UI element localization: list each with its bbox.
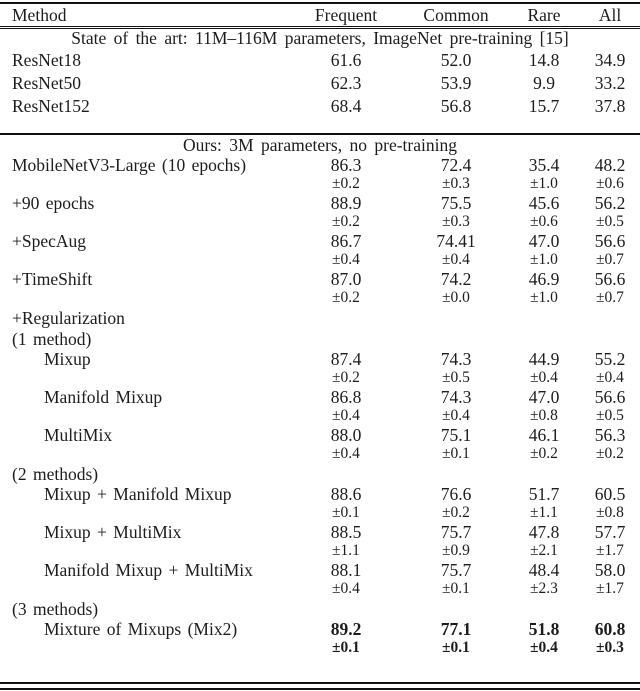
- pm-common: ±0.3: [442, 213, 470, 230]
- method-label: MultiMix: [44, 424, 113, 445]
- section-heading: Ours: 3M parameters, no pre-training: [183, 134, 457, 155]
- uncertainty-row: [0, 504, 640, 523]
- uncertainty-row: [0, 175, 640, 194]
- value-all: 55.2: [594, 348, 626, 369]
- pm-all: ±0.4: [596, 369, 624, 386]
- pm-frequent: ±0.4: [332, 445, 360, 462]
- value-all: 58.0: [594, 559, 626, 580]
- pm-rare: ±0.2: [530, 445, 558, 462]
- value-rare: 47.8: [528, 521, 560, 542]
- value-rare: 46.9: [528, 268, 560, 289]
- table-row: [0, 232, 640, 251]
- value-all: 56.3: [594, 424, 626, 445]
- table-row: [0, 49, 640, 72]
- pm-rare: ±1.0: [530, 175, 558, 192]
- table-row: [0, 523, 640, 542]
- pm-frequent: ±0.2: [332, 369, 360, 386]
- value-rare: 15.7: [528, 95, 560, 116]
- pm-frequent: ±0.2: [332, 213, 360, 230]
- value-common: 74.41: [436, 230, 476, 251]
- table-row: [0, 561, 640, 580]
- uncertainty-row: [0, 369, 640, 388]
- value-rare: 47.0: [528, 386, 560, 407]
- value-frequent: 88.6: [330, 483, 362, 504]
- value-common: 75.7: [440, 521, 472, 542]
- value-frequent: 88.0: [330, 424, 362, 445]
- value-common: 53.9: [440, 72, 472, 93]
- value-common: 74.3: [440, 348, 472, 369]
- pm-all: ±1.7: [596, 542, 624, 559]
- value-common: 75.5: [440, 192, 472, 213]
- pm-common: ±0.2: [442, 504, 470, 521]
- method-label: +90 epochs: [12, 192, 95, 213]
- uncertainty-row: [0, 213, 640, 232]
- pm-rare: ±1.0: [530, 251, 558, 268]
- value-rare: 9.9: [533, 72, 555, 93]
- table-row: [0, 72, 640, 95]
- method-label: (1 method): [12, 328, 92, 349]
- method-label: ResNet18: [12, 49, 82, 70]
- value-frequent: 89.2: [330, 618, 362, 639]
- method-label: Manifold Mixup: [44, 386, 163, 407]
- pm-frequent: ±1.1: [332, 542, 360, 559]
- pm-rare: ±2.3: [530, 580, 558, 597]
- pm-frequent: ±0.1: [332, 504, 360, 521]
- pm-rare: ±0.8: [530, 407, 558, 424]
- value-all: 56.6: [594, 230, 626, 251]
- method-label: Mixup + Manifold Mixup: [44, 483, 232, 504]
- table-row: [0, 194, 640, 213]
- pm-all: ±0.5: [596, 213, 624, 230]
- method-label: +Regularization: [12, 307, 125, 328]
- table-row: [0, 426, 640, 445]
- pm-frequent: ±0.4: [332, 407, 360, 424]
- method-label: (2 methods): [12, 463, 99, 484]
- value-all: 56.6: [594, 268, 626, 289]
- method-label: MobileNetV3-Large (10 epochs): [12, 154, 247, 175]
- method-label: ResNet50: [12, 72, 82, 93]
- value-common: 52.0: [440, 49, 472, 70]
- uncertainty-row: [0, 407, 640, 426]
- pm-frequent: ±0.1: [332, 639, 360, 656]
- pm-rare: ±1.0: [530, 289, 558, 306]
- column-header-frequent: Frequent: [314, 5, 378, 25]
- value-rare: 14.8: [528, 49, 560, 70]
- table-section: [0, 29, 640, 118]
- method-label: Mixture of Mixups (Mix2): [44, 618, 238, 639]
- value-all: 57.7: [594, 521, 626, 542]
- value-rare: 47.0: [528, 230, 560, 251]
- section-heading: State of the art: 11M–116M parameters, ImageNet pre-training [15]: [71, 28, 569, 48]
- value-frequent: 88.9: [330, 192, 362, 213]
- table-section: [0, 135, 640, 658]
- column-header-common: Common: [423, 5, 489, 25]
- value-frequent: 87.0: [330, 268, 362, 289]
- value-all: 37.8: [594, 95, 626, 116]
- column-header-all: All: [598, 5, 622, 25]
- pm-rare: ±0.4: [530, 639, 558, 656]
- pm-rare: ±1.1: [530, 504, 558, 521]
- value-all: 33.2: [594, 72, 626, 93]
- value-frequent: 87.4: [330, 348, 362, 369]
- value-frequent: 88.1: [330, 559, 362, 580]
- value-frequent: 68.4: [330, 95, 362, 116]
- value-frequent: 86.7: [330, 230, 362, 251]
- value-rare: 35.4: [528, 154, 560, 175]
- uncertainty-row: [0, 639, 640, 658]
- table-row: [0, 329, 640, 350]
- value-frequent: 86.8: [330, 386, 362, 407]
- value-common: 76.6: [440, 483, 472, 504]
- pm-common: ±0.4: [442, 251, 470, 268]
- pm-frequent: ±0.2: [332, 175, 360, 192]
- method-label: ResNet152: [12, 95, 90, 116]
- value-all: 56.2: [594, 192, 626, 213]
- uncertainty-row: [0, 251, 640, 270]
- value-all: 60.8: [594, 618, 626, 639]
- value-frequent: 62.3: [330, 72, 362, 93]
- pm-common: ±0.1: [442, 445, 470, 462]
- table-row: [0, 95, 640, 118]
- value-all: 48.2: [594, 154, 626, 175]
- value-rare: 44.9: [528, 348, 560, 369]
- table-row: [0, 270, 640, 289]
- pm-common: ±0.5: [442, 369, 470, 386]
- table-body: [0, 29, 640, 658]
- value-rare: 51.8: [528, 618, 560, 639]
- pm-rare: ±2.1: [530, 542, 558, 559]
- pm-common: ±0.0: [442, 289, 470, 306]
- pm-all: ±1.7: [596, 580, 624, 597]
- pm-common: ±0.1: [442, 639, 470, 656]
- pm-all: ±0.8: [596, 504, 624, 521]
- value-common: 56.8: [440, 95, 472, 116]
- value-common: 72.4: [440, 154, 472, 175]
- table-row: [0, 156, 640, 175]
- pm-all: ±0.2: [596, 445, 624, 462]
- pm-frequent: ±0.2: [332, 289, 360, 306]
- table-bottom-rule: [0, 682, 640, 690]
- method-label: Mixup + MultiMix: [44, 521, 182, 542]
- uncertainty-row: [0, 445, 640, 464]
- value-rare: 45.6: [528, 192, 560, 213]
- pm-frequent: ±0.4: [332, 251, 360, 268]
- pm-rare: ±0.6: [530, 213, 558, 230]
- uncertainty-row: [0, 289, 640, 308]
- column-header-method: Method: [12, 5, 67, 25]
- method-label: Mixup: [44, 348, 91, 369]
- value-common: 74.3: [440, 386, 472, 407]
- table-row: [0, 620, 640, 639]
- table-row: [0, 308, 640, 329]
- pm-all: ±0.7: [596, 289, 624, 306]
- value-rare: 51.7: [528, 483, 560, 504]
- value-frequent: 86.3: [330, 154, 362, 175]
- pm-all: ±0.5: [596, 407, 624, 424]
- value-rare: 48.4: [528, 559, 560, 580]
- method-label: +SpecAug: [12, 230, 87, 251]
- value-common: 75.7: [440, 559, 472, 580]
- table-header-row: [0, 4, 640, 26]
- pm-all: ±0.7: [596, 251, 624, 268]
- value-rare: 46.1: [528, 424, 560, 445]
- value-all: 34.9: [594, 49, 626, 70]
- value-all: 56.6: [594, 386, 626, 407]
- method-label: Manifold Mixup + MultiMix: [44, 559, 253, 580]
- table-row: [0, 388, 640, 407]
- table-row: [0, 350, 640, 369]
- value-common: 74.2: [440, 268, 472, 289]
- method-label: (3 methods): [12, 598, 99, 619]
- pm-common: ±0.4: [442, 407, 470, 424]
- pm-all: ±0.3: [596, 639, 624, 656]
- value-common: 77.1: [440, 618, 472, 639]
- pm-rare: ±0.4: [530, 369, 558, 386]
- pm-frequent: ±0.4: [332, 580, 360, 597]
- value-frequent: 88.5: [330, 521, 362, 542]
- value-common: 75.1: [440, 424, 472, 445]
- uncertainty-row: [0, 580, 640, 599]
- value-frequent: 61.6: [330, 49, 362, 70]
- pm-common: ±0.1: [442, 580, 470, 597]
- pm-common: ±0.3: [442, 175, 470, 192]
- table-row: [0, 599, 640, 620]
- uncertainty-row: [0, 542, 640, 561]
- method-label: +TimeShift: [12, 268, 93, 289]
- pm-common: ±0.9: [442, 542, 470, 559]
- table-row: [0, 485, 640, 504]
- column-header-rare: Rare: [527, 5, 561, 25]
- pm-all: ±0.6: [596, 175, 624, 192]
- table-row: [0, 464, 640, 485]
- value-all: 60.5: [594, 483, 626, 504]
